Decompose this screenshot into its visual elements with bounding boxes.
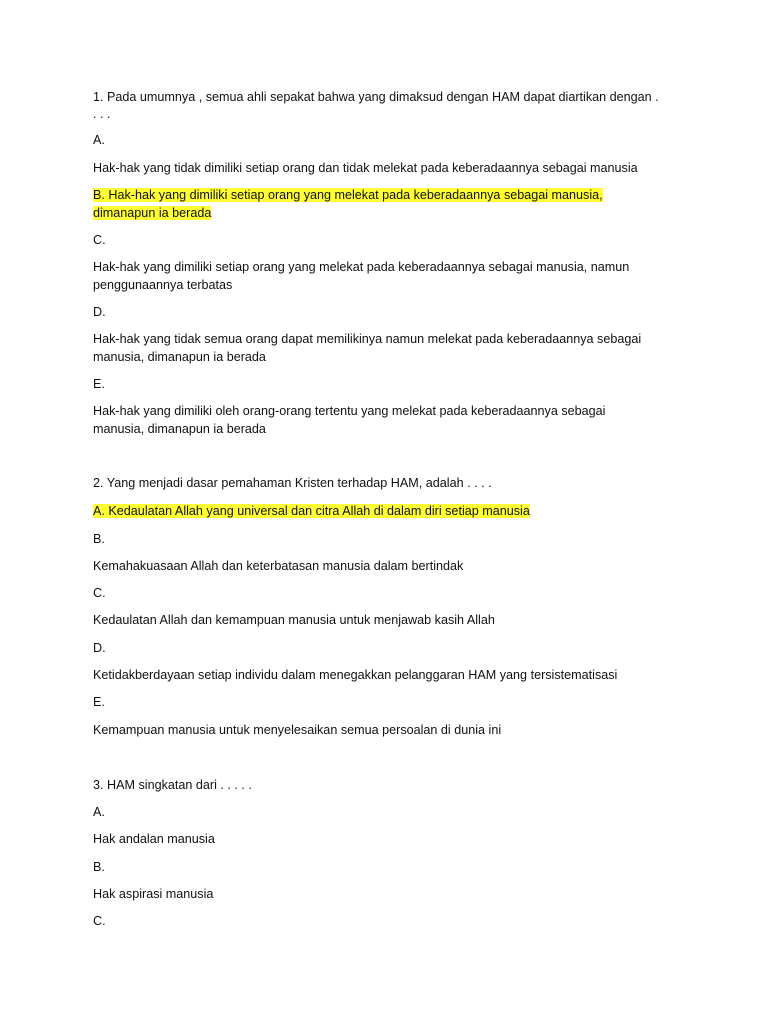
option-label: C.: [93, 586, 106, 600]
correct-answer-highlight: B. Hak-hak yang dimiliki setiap orang yang melekat pada keberadaannya sebagai manusia,: [93, 188, 603, 202]
option-text: Hak aspirasi manusia: [93, 887, 214, 901]
option-text: manusia, dimanapun ia berada: [93, 350, 266, 364]
option-text: Kemahakuasaan Allah dan keterbatasan manusia dalam bertindak: [93, 559, 464, 573]
option-text: Kemampuan manusia untuk menyelesaikan semua persoalan di dunia ini: [93, 723, 502, 737]
option-text: Ketidakberdayaan setiap individu dalam menegakkan pelanggaran HAM yang tersistematisasi: [93, 668, 618, 682]
option-text: Hak-hak yang dimiliki oleh orang-orang tertentu yang melekat pada keberadaannya sebagai: [93, 404, 606, 418]
option-label: E.: [93, 695, 105, 709]
option-label: C.: [93, 914, 106, 928]
option-text: penggunaannya terbatas: [93, 278, 233, 292]
option-text: Hak-hak yang tidak dimiliki setiap orang dan tidak melekat pada keberadaannya sebagai manusia: [93, 161, 638, 175]
option-label: A.: [93, 133, 105, 147]
option-label: B.: [93, 860, 105, 874]
option-label: A.: [93, 805, 105, 819]
correct-answer-highlight: dimanapun ia berada: [93, 206, 212, 220]
option-text: Hak-hak yang dimiliki setiap orang yang melekat pada keberadaannya sebagai manusia, namun: [93, 260, 630, 274]
option-text: Kedaulatan Allah dan kemampuan manusia untuk menjawab kasih Allah: [93, 613, 495, 627]
option-label: C.: [93, 233, 106, 247]
option-label: B.: [93, 532, 105, 546]
question-text: . . .: [93, 107, 111, 121]
option-text: manusia, dimanapun ia berada: [93, 422, 266, 436]
option-label: D.: [93, 641, 106, 655]
question-text: 2. Yang menjadi dasar pemahaman Kristen terhadap HAM, adalah . . . .: [93, 476, 492, 490]
option-label: E.: [93, 377, 105, 391]
question-text: 3. HAM singkatan dari . . . . .: [93, 778, 252, 792]
correct-answer-highlight: A. Kedaulatan Allah yang universal dan citra Allah di dalam diri setiap manusia: [93, 504, 530, 518]
option-text: Hak-hak yang tidak semua orang dapat memilikinya namun melekat pada keberadaannya sebagai: [93, 332, 642, 346]
option-label: D.: [93, 305, 106, 319]
option-text: Hak andalan manusia: [93, 832, 215, 846]
question-text: 1. Pada umumnya , semua ahli sepakat bahwa yang dimaksud dengan HAM dapat diartikan dengan .: [93, 90, 659, 104]
